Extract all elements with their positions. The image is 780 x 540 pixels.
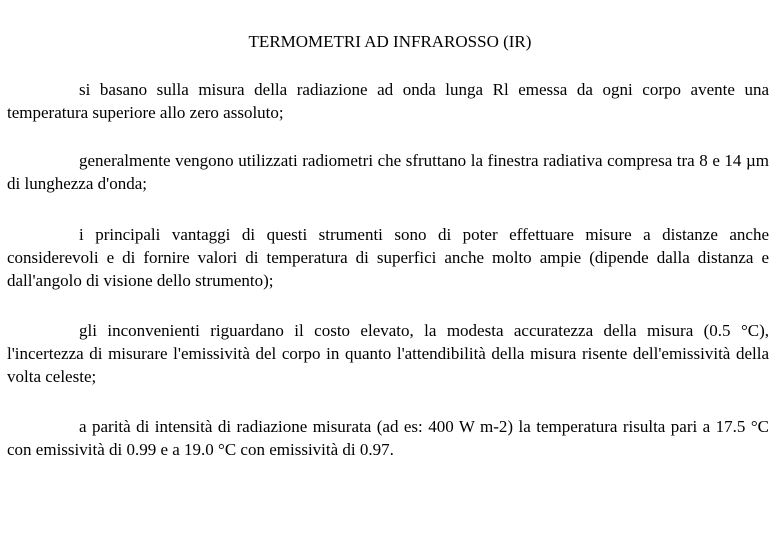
paragraph-example: a parità di intensità di radiazione misurata (ad es: 400 W m-2) la temperatura risulta pari a 17.5 °C con emissività di 0.99 e a 19.0 °C con emissività di 0.97. [7, 417, 769, 459]
document-title: TERMOMETRI AD INFRAROSSO (IR) [248, 32, 532, 51]
paragraph-emission: si basano sulla misura della radiazione ad onda lunga Rl emessa da ogni corpo avente una temperatura superiore allo zero assoluto; [7, 80, 769, 122]
paragraph-advantages: i principali vantaggi di questi strumenti sono di poter effettuare misure a distanze anche considerevoli e di fornire valori di temperatura di superfici anche molto ampie (dipende dalla distanza e dall'angolo di visione dello strumento); [7, 225, 769, 290]
paragraph-drawbacks: gli inconvenienti riguardano il costo elevato, la modesta accuratezza della misura (0.5 °C), l'incertezza di misurare l'emissività del corpo in quanto l'attendibilità della misura risente dell'emissività della volta celeste; [7, 321, 769, 386]
paragraph-radiative-window: generalmente vengono utilizzati radiometri che sfruttano la finestra radiativa compresa tra 8 e 14 µm di lunghezza d'onda; [7, 151, 769, 193]
